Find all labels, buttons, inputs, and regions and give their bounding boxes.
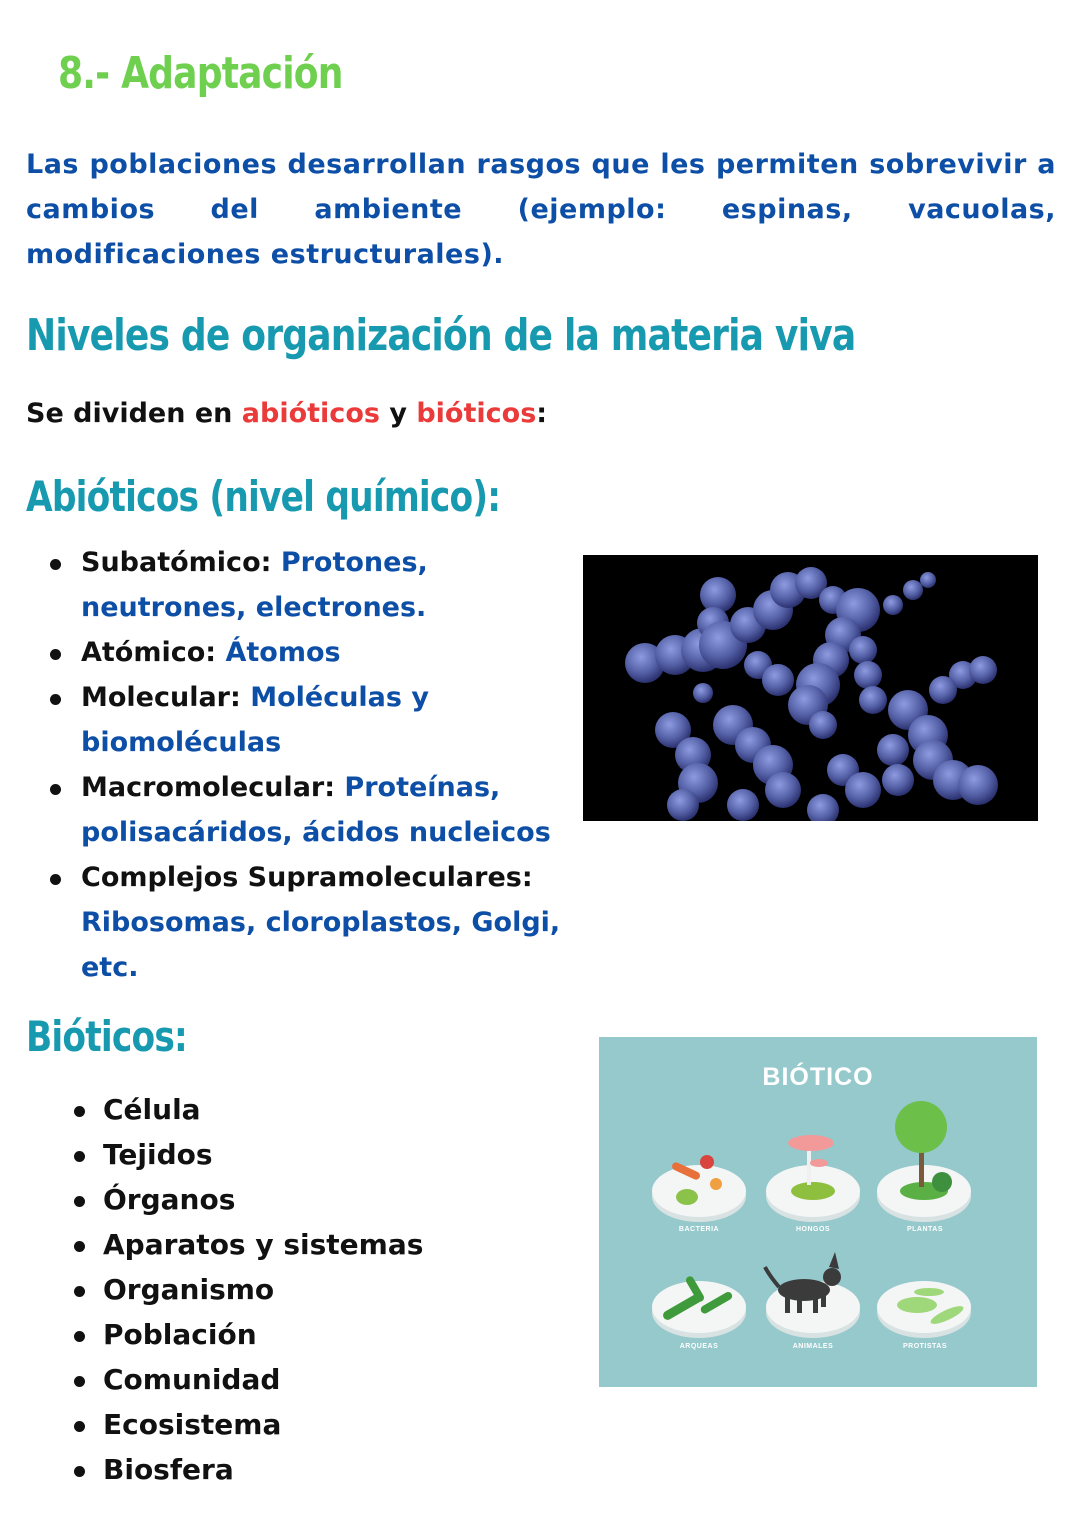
level-label: Molecular:: [81, 682, 251, 713]
arqueas-icon: [661, 1275, 733, 1322]
intro-suffix: :: [536, 398, 548, 429]
adaptation-paragraph: Las poblaciones desarrollan rasgos que les permiten sobrevivir a cambios del ambiente (ejemplo: espinas, vacuolas, modificaciones estructurales).: [26, 149, 1056, 270]
plantas-icon: [895, 1101, 952, 1200]
intro-connector: y: [379, 398, 417, 429]
bioticos-highlight: bióticos: [416, 398, 537, 429]
level-detail: Moléculas y biomoléculas: [81, 682, 429, 758]
level-detail: Átomos: [225, 637, 341, 668]
list-item: Célula: [68, 1087, 423, 1132]
level-detail: Ribosomas, cloroplastos, Golgi, etc.: [81, 907, 561, 983]
intro-sentence: [26, 398, 547, 429]
list-item: [44, 765, 584, 855]
list-item: Tejidos: [68, 1132, 423, 1177]
bioticos-heading: Bióticos:: [26, 1012, 187, 1061]
list-item: Biosfera: [68, 1447, 423, 1492]
biotico-illustration: [599, 1037, 1037, 1387]
list-item: Organismo: [68, 1267, 423, 1312]
level-label: Macromolecular:: [81, 772, 345, 803]
level-detail: Protones, neutrones, electrones.: [81, 547, 428, 623]
label-arqueas: ARQUEAS: [679, 1343, 719, 1350]
abioticos-highlight: abióticos: [241, 398, 380, 429]
label-animales: ANIMALES: [792, 1343, 834, 1350]
level-label: Complejos Supramoleculares:: [81, 862, 533, 893]
list-item: [44, 675, 584, 765]
organism-icons: [599, 1037, 1037, 1387]
hongos-icon: [788, 1135, 835, 1200]
abioticos-heading: Abióticos (nivel químico):: [26, 472, 501, 521]
list-item: Ecosistema: [68, 1402, 423, 1447]
section-title: 8.- Adaptación: [58, 48, 343, 99]
intro-prefix: Se dividen en: [26, 398, 242, 429]
label-plantas: PLANTAS: [906, 1226, 944, 1233]
list-item: Órganos: [68, 1177, 423, 1222]
level-detail: Proteínas, polisacáridos, ácidos nucleicos: [81, 772, 551, 848]
list-item: [44, 855, 584, 990]
level-label: Subatómico:: [81, 547, 281, 578]
animales-icon: [765, 1252, 841, 1313]
list-item: Aparatos y sistemas: [68, 1222, 423, 1267]
bacteria-image: [583, 555, 1038, 821]
bioticos-list: [68, 1087, 423, 1492]
levels-heading: Niveles de organización de la materia viva: [26, 310, 856, 361]
label-protistas: PROTISTAS: [902, 1343, 948, 1350]
label-hongos: HONGOS: [795, 1226, 831, 1233]
protistas-icon: [897, 1288, 965, 1327]
abioticos-list: [44, 540, 584, 990]
list-item: [44, 540, 584, 630]
bacteria-icon: [671, 1155, 722, 1205]
list-item: Comunidad: [68, 1357, 423, 1402]
bacteria-chain-illustration: [583, 555, 1038, 821]
label-bacteria: BACTERIA: [678, 1226, 720, 1233]
list-item: Población: [68, 1312, 423, 1357]
biotico-title: BIÓTICO: [762, 1063, 874, 1091]
level-label: Atómico:: [81, 637, 226, 668]
list-item: [44, 630, 584, 675]
